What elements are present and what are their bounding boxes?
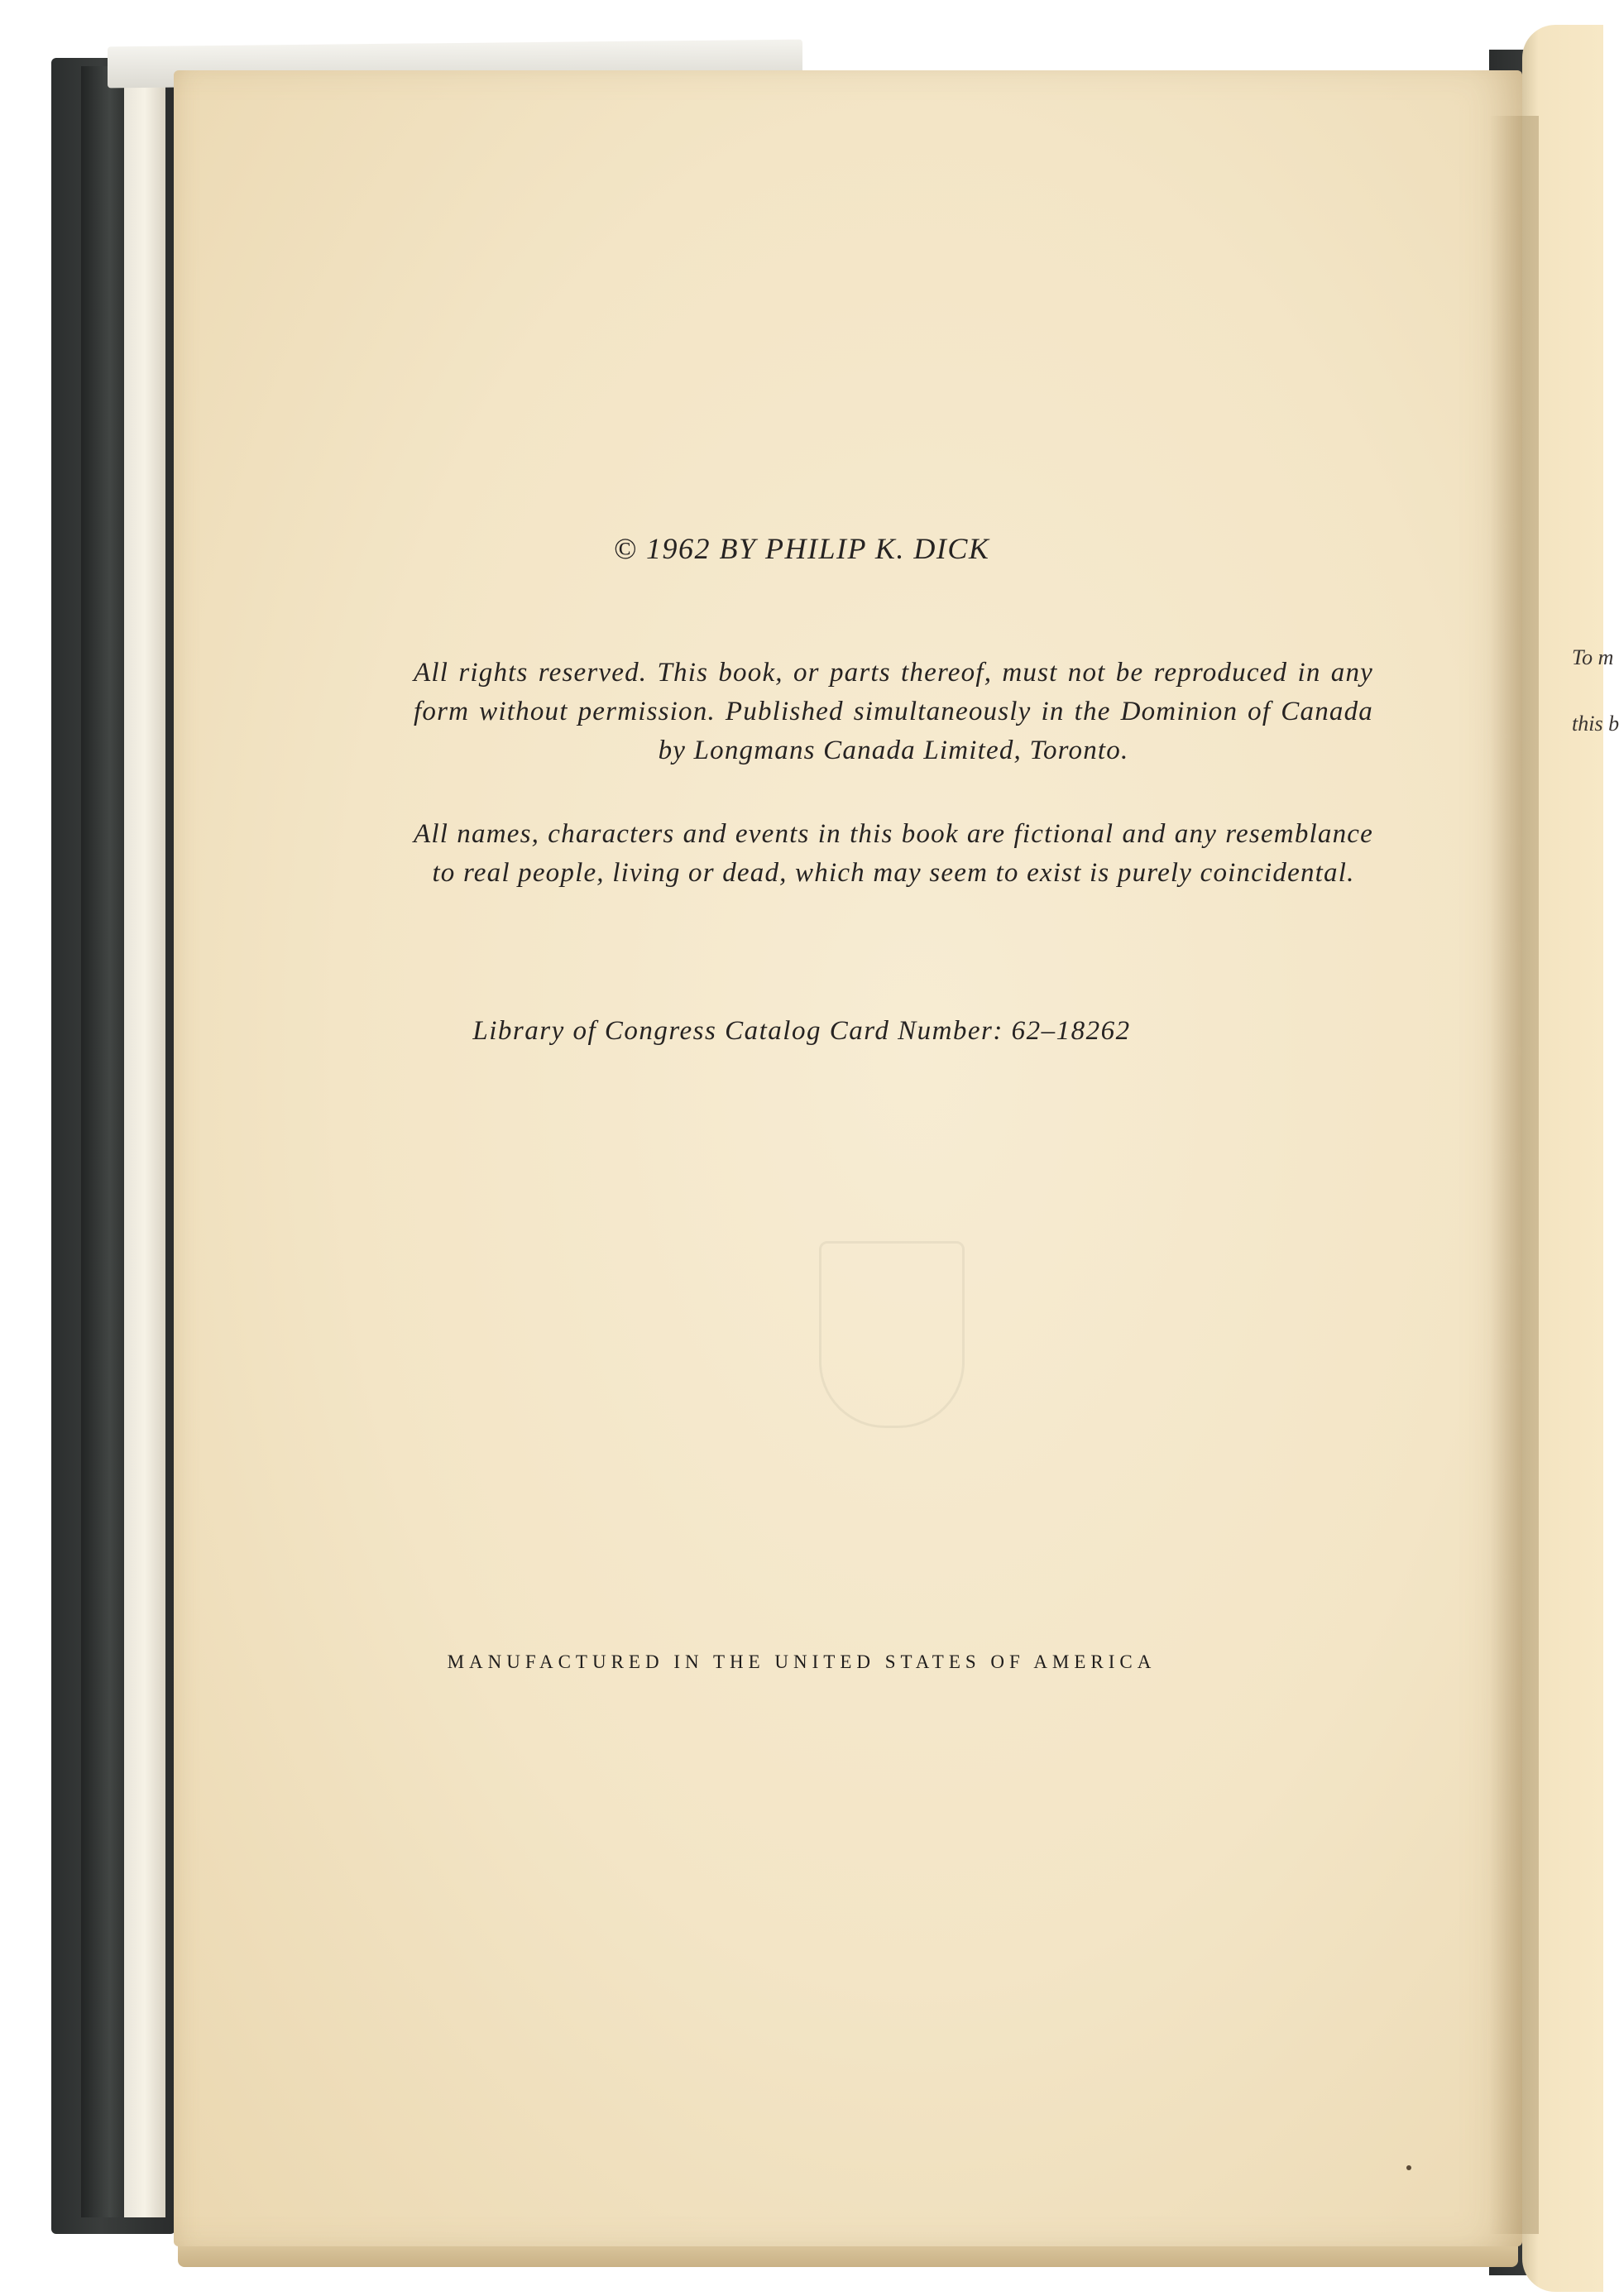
gutter-shadow bbox=[1489, 116, 1539, 2234]
dust-jacket-spine bbox=[81, 66, 129, 2217]
copyright-page bbox=[174, 70, 1522, 2246]
show-through-publisher-mark bbox=[819, 1241, 965, 1428]
paper-speck bbox=[1406, 2165, 1411, 2170]
lccn-line: Library of Congress Catalog Card Number: 62–18262 bbox=[472, 1016, 1131, 1046]
rights-paragraph: All rights reserved. This book, or parts thereof, must not be reproduced in any form without permission. Published simultaneously in the Dominion of Canada by Longmans Canada Limited, Toronto. bbox=[414, 658, 1373, 765]
facing-page-text-line: To m bbox=[1572, 645, 1614, 669]
facing-page-text-line: this b bbox=[1572, 712, 1619, 736]
dust-jacket-protector-edge bbox=[124, 74, 165, 2217]
copyright-line: © 1962 BY PHILIP K. DICK bbox=[613, 532, 990, 565]
manufactured-line: MANUFACTURED IN THE UNITED STATES OF AMERICA bbox=[447, 1651, 1157, 1672]
fiction-disclaimer-paragraph: All names, characters and events in this book are fictional and any resemblance to real people, living or dead, which may seem to exist is purely coincidental. bbox=[414, 819, 1373, 888]
